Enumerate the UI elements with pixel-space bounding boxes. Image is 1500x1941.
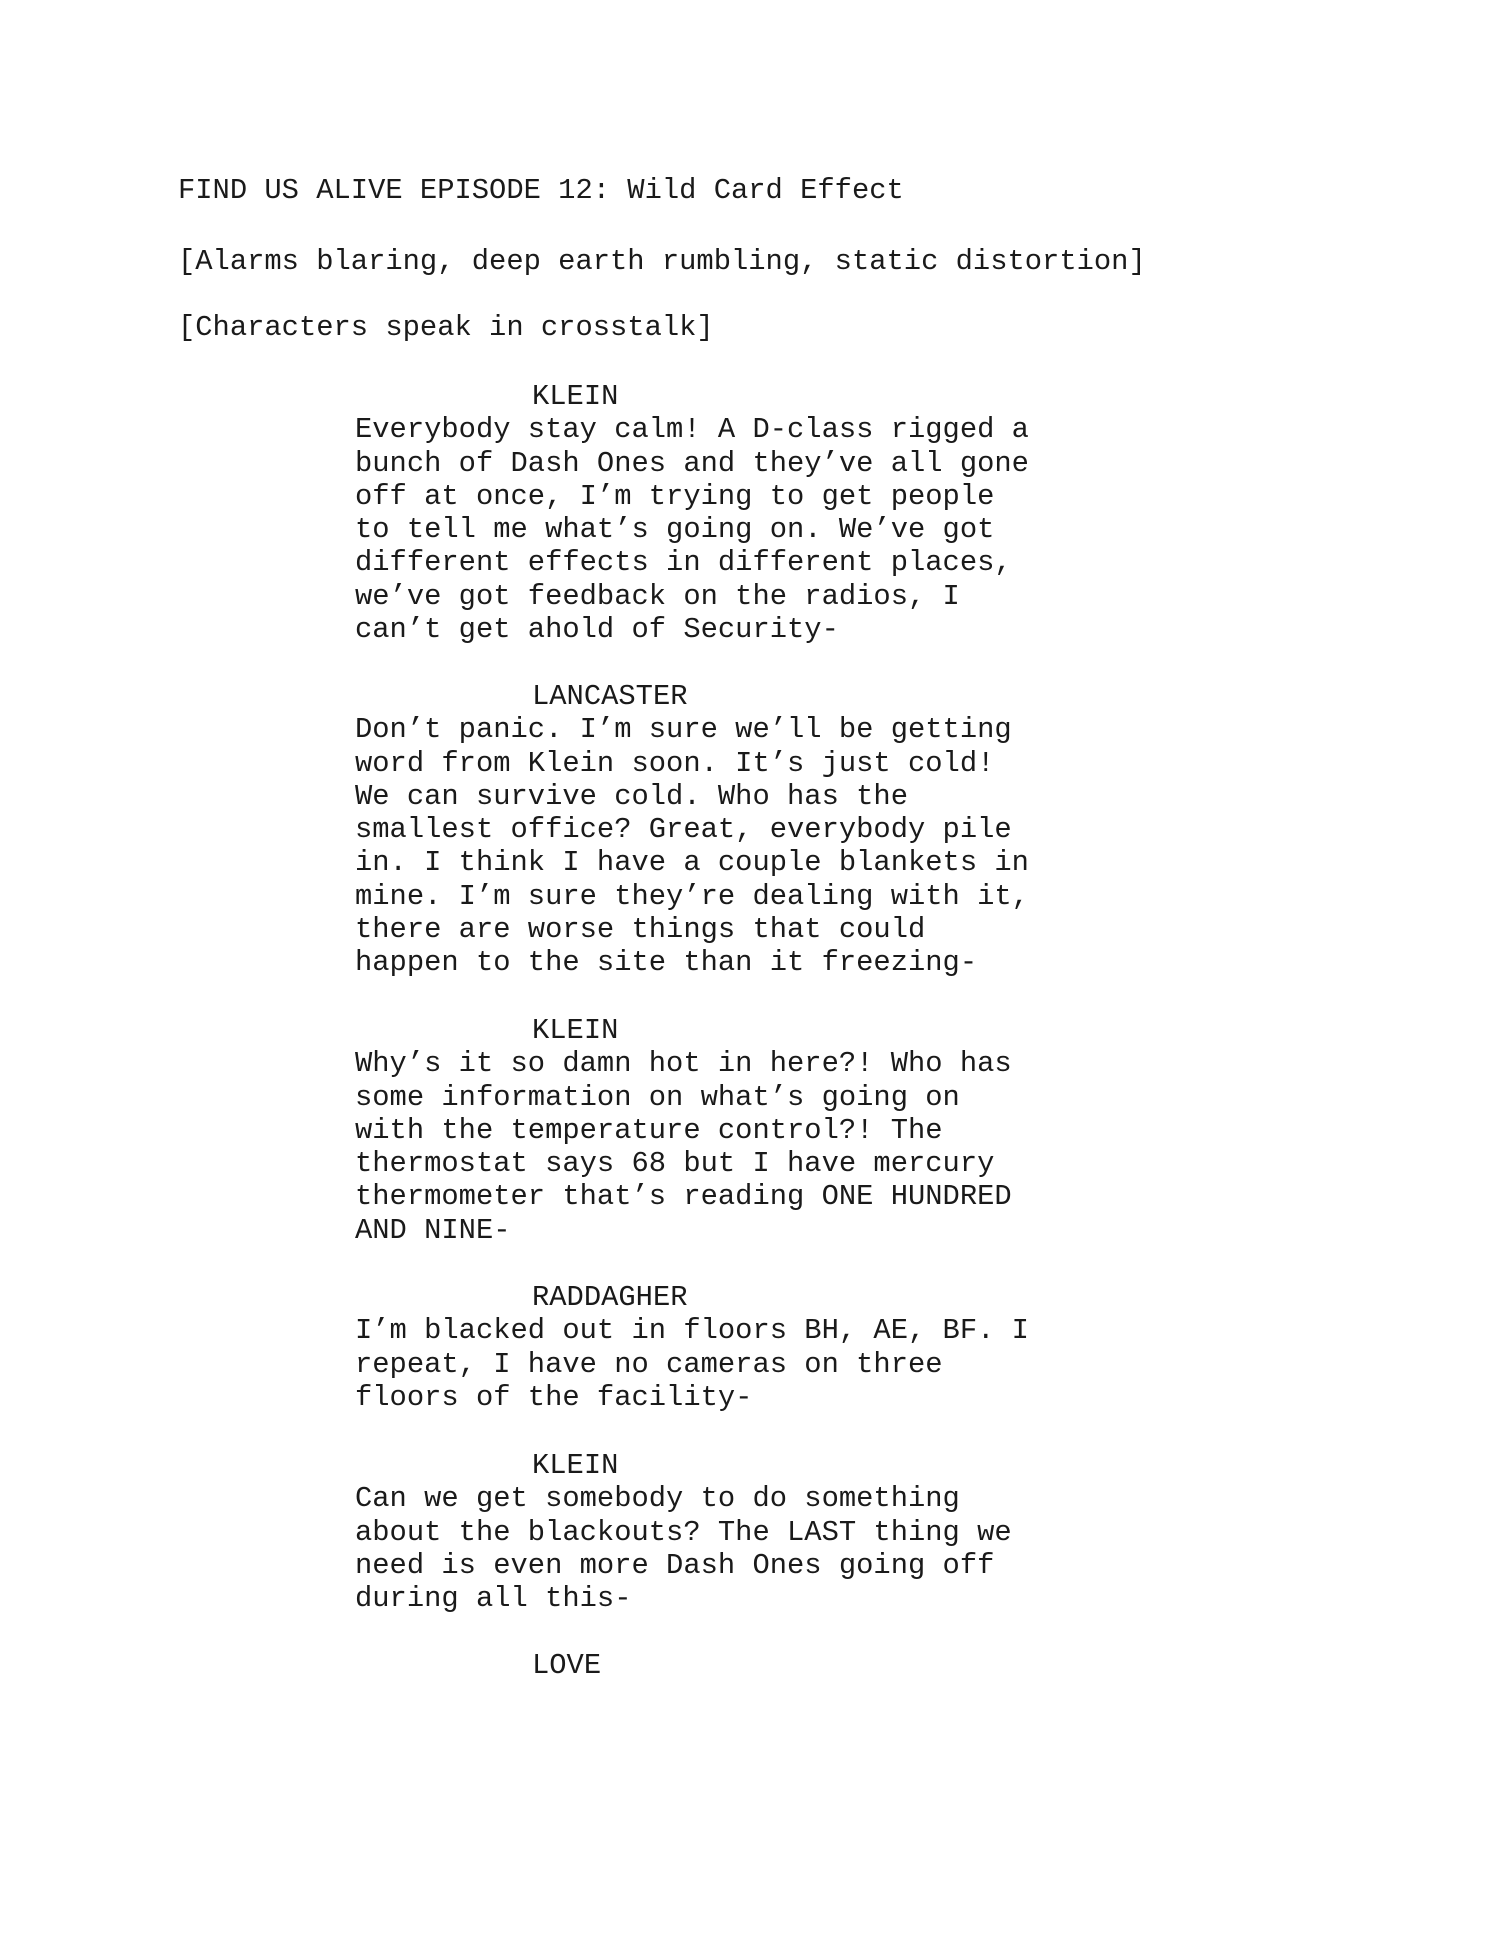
dialogue-block <box>355 680 1115 980</box>
dialogue-line: there are worse things that could <box>355 913 926 947</box>
dialogue-line: in. I think I have a couple blankets in <box>355 846 1029 880</box>
dialogue-line: off at once, I’m trying to get people <box>355 479 995 513</box>
dialogue-line: we’ve got feedback on the radios, I <box>355 579 960 613</box>
speaker-name: KLEIN <box>532 1449 619 1482</box>
dialogue-line: AND NINE- <box>355 1213 511 1247</box>
dialogue-line: about the blackouts? The LAST thing we <box>355 1515 1012 1549</box>
speaker-name: KLEIN <box>532 1014 619 1047</box>
dialogue-line: some information on what’s going on <box>355 1080 960 1114</box>
dialogue-line: can’t get ahold of Security- <box>355 613 839 647</box>
dialogue-line: Don’t panic. I’m sure we’ll be getting <box>355 713 1012 747</box>
stage-direction: [Alarms blaring, deep earth rumbling, static distortion] <box>178 245 1146 278</box>
dialogue-block <box>355 380 1115 646</box>
dialogue-line: floors of the facility- <box>355 1380 753 1414</box>
dialogue-line: word from Klein soon. It’s just cold! <box>355 746 995 780</box>
dialogue-line: thermostat says 68 but I have mercury <box>355 1147 995 1181</box>
dialogue-line: different effects in different places, <box>355 546 1012 580</box>
dialogue-block <box>355 1649 1115 1682</box>
dialogue-line: thermometer that’s reading ONE HUNDRED <box>355 1180 1012 1214</box>
dialogue-line: I’m blacked out in floors BH, AE, BF. I <box>355 1314 1029 1348</box>
dialogue-line: Can we get somebody to do something <box>355 1482 960 1516</box>
dialogue-line: happen to the site than it freezing- <box>355 946 978 980</box>
dialogue-line: Everybody stay calm! A D-class rigged a <box>355 413 1029 447</box>
dialogue-line: bunch of Dash Ones and they’ve all gone <box>355 446 1029 480</box>
stage-direction: [Characters speak in crosstalk] <box>178 311 714 344</box>
dialogue-block <box>355 1014 1115 1247</box>
dialogue-line: smallest office? Great, everybody pile <box>355 813 1012 847</box>
dialogue-block <box>355 1449 1115 1615</box>
dialogue-line: during all this- <box>355 1582 632 1616</box>
dialogue-line: to tell me what’s going on. We’ve got <box>355 513 995 547</box>
dialogue-line: need is even more Dash Ones going off <box>355 1548 995 1582</box>
dialogue-line: with the temperature control?! The <box>355 1113 943 1147</box>
episode-title: FIND US ALIVE EPISODE 12: Wild Card Effect <box>178 174 904 207</box>
dialogue-block <box>355 1281 1115 1414</box>
dialogue-line: We can survive cold. Who has the <box>355 779 908 813</box>
speaker-name: KLEIN <box>532 380 619 413</box>
speaker-name: LANCASTER <box>532 680 688 713</box>
dialogue-line: mine. I’m sure they’re dealing with it, <box>355 879 1029 913</box>
dialogue-line: Why’s it so damn hot in here?! Who has <box>355 1047 1012 1081</box>
dialogue-line: repeat, I have no cameras on three <box>355 1347 943 1381</box>
speaker-name: LOVE <box>532 1649 602 1682</box>
speaker-name: RADDAGHER <box>532 1281 688 1314</box>
